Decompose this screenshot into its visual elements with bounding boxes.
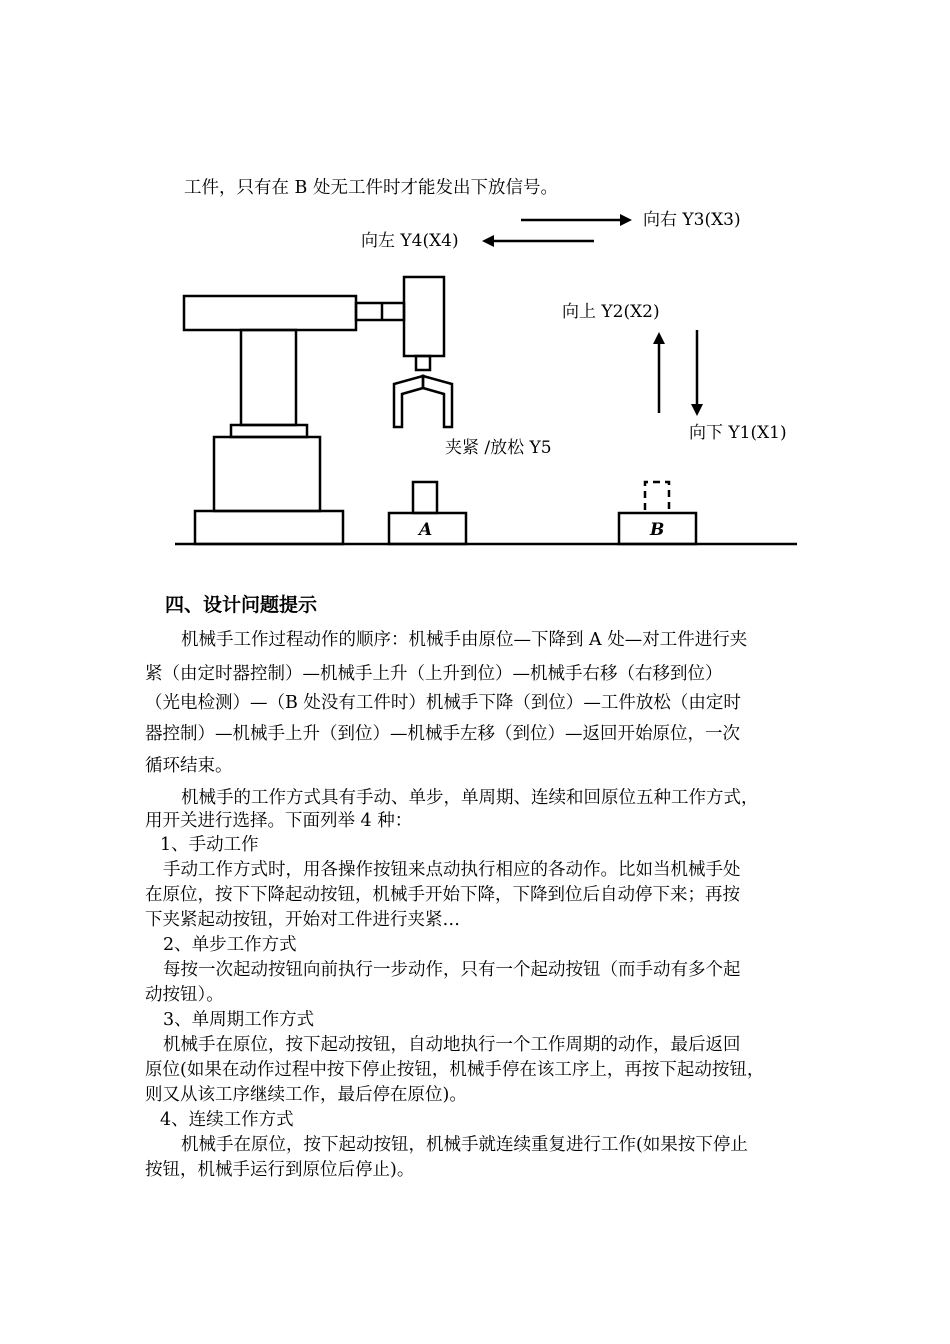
column-collar [231,425,307,437]
paragraph-line: 每按一次起动按钮向前执行一步动作，只有一个起动按钮（而手动有多个起 [163,960,741,980]
paragraph-line: 机械手的工作方式具有手动、单步，单周期、连续和回原位五种工作方式， [181,788,759,808]
list-heading: 4、连续工作方式 [160,1110,294,1130]
paragraph-line: 循环结束。 [145,756,233,776]
label-left: 向左 Y4(X4) [361,231,459,251]
paragraph-line: 下夹紧起动按钮，开始对工件进行夹紧… [145,910,460,930]
workpiece-b-placeholder [645,482,669,510]
list-heading: 3、单周期工作方式 [163,1010,315,1030]
gripper-stem [416,356,430,370]
paragraph-line: 手动工作方式时，用各操作按钮来点动执行相应的各动作。比如当机械手处 [163,860,741,880]
intro-line: 工件，只有在 B 处无工件时才能发出下放信号。 [184,178,558,198]
paragraph-line: 器控制）—机械手上升（到位）—机械手左移（到位）—返回开始原位，一次 [145,724,740,744]
paragraph-line: 机械手在原位，按下起动按钮，自动地执行一个工作周期的动作，最后返回 [163,1035,741,1055]
label-up: 向上 Y2(X2) [562,302,660,322]
station-a-label: A [419,520,433,540]
station-b-label: B [650,520,665,540]
label-right: 向右 Y3(X3) [643,210,741,230]
label-down: 向下 Y1(X1) [689,423,787,443]
arm-beam [184,296,356,330]
gripper-left-jaw [394,376,423,427]
section-heading: 四、设计问题提示 [165,594,318,616]
paragraph-line: 机械手工作过程动作的顺序：机械手由原位—下降到 A 处—对工件进行夹 [181,630,748,650]
arm-connector [356,303,404,320]
paragraph-line: 用开关进行选择。下面列举 4 种： [145,811,413,831]
paragraph-line: 按钮，机械手运行到原位后停止)。 [145,1160,415,1180]
base-plate [195,511,343,544]
paragraph-line: 紧（由定时器控制）—机械手上升（上升到位）—机械手右移（右移到位） [145,664,723,684]
paragraph-line: 机械手在原位，按下起动按钮，机械手就连续重复进行工作(如果按下停止 [181,1135,748,1155]
gripper-head [404,277,444,356]
label-clamp: 夹紧 /放松 Y5 [445,438,552,458]
paragraph-line: （光电检测）—（B 处没有工件时）机械手下降（到位）—工件放松（由定时 [145,693,741,713]
arm-column [241,330,296,425]
list-heading: 2、单步工作方式 [163,935,297,955]
paragraph-line: 动按钮）。 [145,985,224,1005]
workpiece-a [413,482,437,513]
base-block [214,437,320,511]
list-heading: 1、手动工作 [160,835,259,855]
paragraph-line: 则又从该工序继续工作，最后停在原位)。 [145,1085,467,1105]
gripper-right-jaw [423,376,452,427]
paragraph-line: 原位(如果在动作过程中按下停止按钮，机械手停在该工序上，再按下起动按钮， [145,1060,765,1080]
paragraph-line: 在原位，按下下降起动按钮，机械手开始下降，下降到位后自动停下来；再按 [145,885,740,905]
robot-arm-diagram [0,0,950,560]
